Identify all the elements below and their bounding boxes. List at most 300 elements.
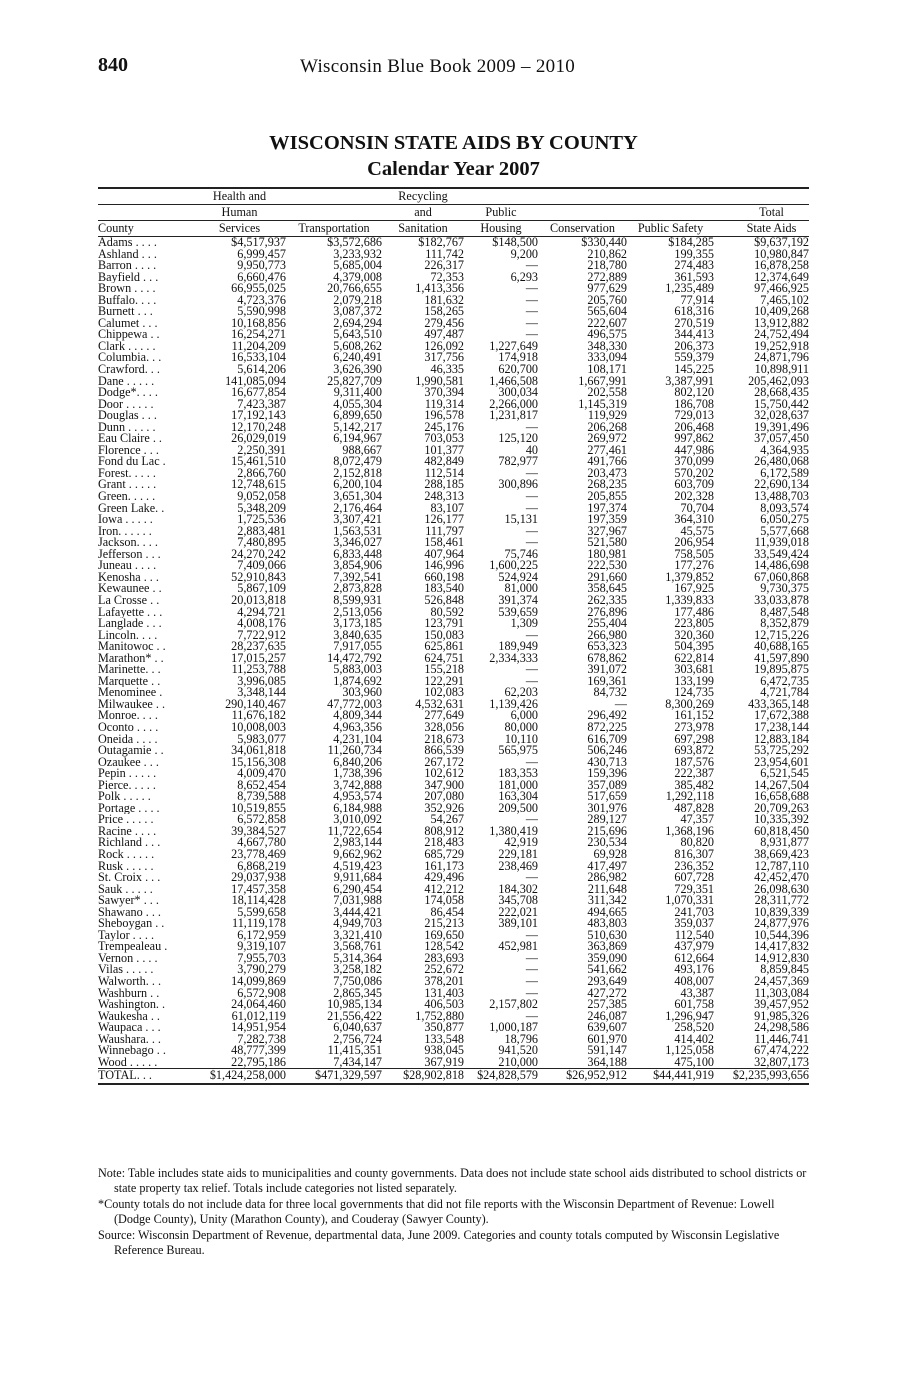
table-row (98, 849, 809, 861)
cell-conservation: 84,732 (593, 687, 627, 699)
cell-housing: 565,975 (498, 745, 538, 757)
cell-county: Trempealeau . (98, 941, 168, 953)
cell-safety: 603,709 (674, 479, 714, 492)
cell-recycling: 406,503 (424, 999, 464, 1011)
cell-transportation: $3,572,686 (327, 236, 382, 249)
cell-safety: 70,704 (680, 502, 714, 515)
cell-conservation: 521,580 (587, 537, 627, 549)
header-housing: Housing (464, 221, 538, 237)
cell-safety: 570,202 (674, 467, 714, 480)
cell-safety: 206,954 (674, 537, 714, 549)
cell-health: 23,778,469 (231, 848, 286, 861)
cell-transportation: 4,519,423 (333, 860, 382, 873)
cell-health: 5,867,109 (237, 583, 286, 595)
cell-safety: 493,176 (674, 964, 714, 976)
cell-housing: — (525, 664, 538, 676)
cell-safety: 112,540 (674, 929, 714, 942)
header-transportation: Transportation (286, 221, 382, 237)
cell-safety: 3,387,991 (665, 375, 714, 388)
cell-total: 28,668,435 (754, 387, 809, 399)
cell-housing: 1,231,817 (489, 410, 538, 422)
cell-housing: 300,896 (498, 479, 538, 492)
cell-total: 8,931,877 (760, 837, 809, 849)
cell-safety: 241,703 (674, 906, 714, 919)
cell-conservation: 276,896 (587, 606, 627, 619)
cell-housing: 1,600,225 (489, 560, 538, 572)
cell-transportation: 3,568,761 (333, 941, 382, 953)
total-label: TOTAL. . . (98, 1069, 193, 1082)
table-row (98, 964, 809, 976)
cell-recycling: 158,265 (424, 306, 464, 318)
table-row (98, 791, 809, 803)
cell-housing: — (525, 537, 538, 549)
cell-county: Calumet . . . (98, 317, 158, 330)
cell-conservation: 494,665 (587, 906, 627, 919)
page-number: 840 (98, 54, 128, 76)
cell-total: 28,311,772 (754, 895, 809, 907)
cell-transportation: 1,738,396 (333, 768, 382, 780)
cell-conservation: 357,089 (587, 779, 627, 792)
cell-transportation: 2,513,056 (333, 606, 382, 619)
cell-transportation: 3,307,421 (333, 514, 382, 526)
cell-total: 4,721,784 (760, 687, 809, 699)
cell-county: Chippewa . . (98, 329, 160, 341)
cell-health: 5,599,658 (237, 906, 286, 919)
table-row (98, 537, 809, 549)
cell-conservation: 69,928 (593, 848, 627, 861)
table-row (98, 930, 809, 942)
cell-health: 4,667,780 (237, 837, 286, 849)
cell-housing: — (525, 317, 538, 330)
cell-health: 15,461,510 (231, 456, 286, 468)
cell-total: 15,750,442 (754, 398, 809, 411)
cell-total: 12,715,226 (754, 629, 809, 642)
cell-total: 11,303,084 (754, 987, 809, 1000)
cell-safety: 206,468 (674, 421, 714, 434)
cell-transportation: 4,953,574 (333, 791, 382, 803)
header-conservation-1 (538, 188, 627, 205)
cell-transportation: 4,963,356 (333, 721, 382, 734)
cell-county: Monroe. . . . (98, 710, 158, 722)
cell-transportation: 6,840,206 (333, 756, 382, 769)
cell-recycling: 866,539 (424, 745, 464, 757)
cell-safety: 612,664 (674, 952, 714, 965)
cell-conservation: 517,659 (587, 791, 627, 803)
cell-safety: 80,820 (680, 837, 714, 849)
cell-safety: 47,357 (680, 814, 714, 826)
cell-housing: 183,353 (498, 768, 538, 780)
cell-recycling: 101,377 (424, 444, 464, 457)
cell-total: 40,688,165 (754, 641, 809, 653)
cell-county: Winnebago . . (98, 1045, 166, 1057)
cell-conservation: 211,648 (587, 883, 627, 896)
cell-health: 14,951,954 (231, 1022, 286, 1034)
cell-recycling: 685,729 (424, 848, 464, 861)
cell-recycling: 352,926 (424, 802, 464, 815)
cell-health: 4,009,470 (237, 768, 286, 780)
cell-county: Sheboygan . . (98, 918, 165, 930)
cell-housing: — (525, 929, 538, 942)
cell-county: Juneau . . . . (98, 560, 157, 572)
cell-safety: 364,310 (674, 514, 714, 526)
cell-total: 14,417,832 (754, 941, 809, 953)
cell-conservation: 348,330 (587, 340, 627, 353)
cell-recycling: 181,632 (424, 294, 464, 307)
cell-county: Fond du Lac . (98, 456, 166, 468)
cell-total: 9,730,375 (760, 583, 809, 595)
table-row (98, 976, 809, 988)
cell-housing: 238,469 (498, 860, 538, 873)
cell-conservation: 218,780 (587, 260, 627, 272)
cell-transportation: 8,599,931 (333, 594, 382, 607)
cell-recycling: 277,649 (424, 710, 464, 722)
cell-health: 17,015,257 (231, 652, 286, 665)
cell-recycling: 283,693 (424, 952, 464, 965)
cell-health: 18,114,428 (231, 895, 286, 907)
header-county-2 (98, 205, 193, 221)
cell-transportation: 3,346,027 (333, 537, 382, 549)
cell-total: 6,172,589 (760, 467, 809, 480)
cell-health: 26,029,019 (231, 433, 286, 445)
cell-total: 91,985,326 (754, 1010, 809, 1023)
cell-total: 67,060,868 (754, 571, 809, 584)
cell-housing: — (525, 306, 538, 318)
cell-safety: 504,395 (674, 641, 714, 653)
table-row (98, 249, 809, 261)
cell-recycling: 174,058 (424, 895, 464, 907)
cell-recycling: 703,053 (424, 433, 464, 445)
cell-safety: 447,986 (674, 444, 714, 457)
cell-safety: 816,307 (674, 848, 714, 861)
table-row (98, 607, 809, 619)
table-title: WISCONSIN STATE AIDS BY COUNTY (269, 132, 638, 154)
cell-health: 7,722,912 (237, 629, 286, 642)
header-housing-2: Public (464, 205, 538, 221)
header-total-2: Total (714, 205, 809, 221)
cell-housing: 174,918 (498, 352, 538, 365)
cell-health: 2,250,391 (237, 444, 286, 457)
cell-county: Rusk . . . . . (98, 860, 154, 873)
cell-county: Waukesha . . (98, 1010, 160, 1023)
cell-conservation: 255,404 (587, 618, 627, 630)
cell-housing: 1,380,419 (489, 825, 538, 838)
cell-county: Polk . . . . . (98, 791, 151, 803)
cell-conservation: 202,558 (587, 387, 627, 399)
table-row (98, 630, 809, 642)
cell-transportation: 3,444,421 (333, 906, 382, 919)
cell-transportation: 6,184,988 (333, 802, 382, 815)
cell-housing: 452,981 (498, 941, 538, 953)
cell-conservation: 491,766 (587, 456, 627, 468)
cell-housing: 6,293 (510, 271, 538, 284)
cell-transportation: 11,415,351 (327, 1045, 382, 1057)
table-row (98, 376, 809, 388)
cell-recycling: 86,454 (430, 906, 464, 919)
cell-recycling: 111,797 (425, 525, 464, 538)
cell-county: Kewaunee . . (98, 583, 162, 595)
cell-county: Bayfield . . . (98, 271, 159, 284)
cell-health: 4,723,376 (237, 294, 286, 307)
cell-transportation: 10,985,134 (327, 999, 382, 1011)
cell-recycling: 317,756 (424, 352, 464, 365)
cell-conservation: 430,713 (587, 756, 627, 769)
cell-health: 17,192,143 (231, 410, 286, 422)
cell-housing: 9,200 (510, 248, 538, 261)
cell-transportation: 5,142,217 (333, 421, 382, 434)
cell-total: 6,050,275 (760, 514, 809, 526)
cell-housing: 941,520 (498, 1045, 538, 1057)
cell-health: 3,348,144 (237, 687, 286, 699)
table-row (98, 422, 809, 434)
cell-recycling: 161,173 (424, 860, 464, 873)
cell-total: 13,488,703 (754, 491, 809, 503)
cell-total: 11,446,741 (754, 1033, 809, 1046)
cell-safety: 1,235,489 (665, 283, 714, 295)
cell-total: 14,486,698 (754, 560, 809, 572)
cell-county: Washington. . (98, 999, 166, 1011)
cell-total: 32,807,173 (754, 1056, 809, 1069)
table-footer-rule (98, 1082, 809, 1084)
cell-county: Adams . . . . (98, 236, 157, 249)
cell-county: Sawyer* . . . (98, 895, 159, 907)
cell-total: 10,409,268 (754, 306, 809, 318)
cell-conservation: 246,087 (587, 1010, 627, 1023)
cell-total: 37,057,450 (754, 433, 809, 445)
cell-conservation: 616,709 (587, 733, 627, 746)
cell-housing: 2,334,333 (489, 652, 538, 665)
cell-total: 22,690,134 (754, 479, 809, 492)
cell-recycling: 4,532,631 (415, 698, 464, 711)
cell-housing: 62,203 (504, 687, 538, 699)
cell-conservation: 601,970 (587, 1033, 627, 1046)
table-row (98, 803, 809, 815)
table-row (98, 329, 809, 341)
cell-total: 67,474,222 (754, 1045, 809, 1057)
header-health-2: Human (193, 205, 286, 221)
cell-health: 9,319,107 (237, 941, 286, 953)
table-row (98, 237, 809, 249)
cell-conservation: 678,862 (587, 652, 627, 665)
cell-conservation: 359,090 (587, 952, 627, 965)
cell-safety: 77,914 (680, 294, 714, 307)
cell-total: 39,457,952 (754, 999, 809, 1011)
cell-county: Vernon . . . . (98, 952, 158, 965)
cell-housing: 181,000 (498, 779, 538, 792)
cell-conservation: 197,359 (587, 514, 627, 526)
cell-health: 16,677,854 (231, 387, 286, 399)
cell-safety: 222,387 (674, 768, 714, 780)
cell-transportation: 1,874,692 (333, 675, 382, 688)
cell-county: Iowa . . . . . (98, 514, 153, 526)
cell-housing: — (525, 421, 538, 434)
cell-safety: 1,292,118 (665, 791, 714, 803)
cell-transportation: 9,662,962 (333, 848, 382, 861)
cell-transportation: 6,194,967 (333, 433, 382, 445)
table-row (98, 387, 809, 399)
cell-health: 52,910,843 (231, 571, 286, 584)
cell-conservation: 210,862 (587, 248, 627, 261)
cell-recycling: 131,403 (424, 987, 464, 1000)
cell-safety: 206,373 (674, 340, 714, 353)
table-row (98, 468, 809, 480)
cell-recycling: 102,612 (424, 768, 464, 780)
table-row (98, 1011, 809, 1023)
table-row (98, 1057, 809, 1069)
table-row (98, 653, 809, 665)
cell-conservation: 286,982 (587, 872, 627, 884)
cell-health: 7,409,066 (237, 560, 286, 572)
cell-conservation: 591,147 (587, 1045, 627, 1057)
cell-housing: — (525, 283, 538, 295)
cell-health: 6,572,908 (237, 987, 286, 1000)
cell-conservation: 1,667,991 (578, 375, 627, 388)
cell-conservation: 506,246 (587, 745, 627, 757)
cell-transportation: 3,854,906 (333, 560, 382, 572)
cell-county: Outagamie . . (98, 745, 164, 757)
cell-transportation: 8,072,479 (333, 456, 382, 468)
table-row (98, 1045, 809, 1057)
cell-total: 24,871,796 (754, 352, 809, 365)
cell-housing: — (525, 260, 538, 272)
cell-conservation: 268,235 (587, 479, 627, 492)
cell-transportation: 2,694,294 (333, 317, 382, 330)
cell-transportation: 3,173,185 (333, 618, 382, 630)
cell-housing: — (525, 987, 538, 1000)
cell-county: Vilas . . . . . (98, 964, 154, 976)
table-row (98, 456, 809, 468)
cell-county: Waushara. . . (98, 1033, 161, 1046)
header-health-1: Health and (193, 188, 286, 205)
cell-total: 19,391,496 (754, 421, 809, 434)
cell-safety: 43,387 (680, 987, 714, 1000)
cell-total: 19,895,875 (754, 664, 809, 676)
cell-total: 12,374,649 (754, 271, 809, 284)
table-row (98, 722, 809, 734)
cell-health: 24,064,460 (231, 999, 286, 1011)
cell-recycling: 938,045 (424, 1045, 464, 1057)
header-housing-1 (464, 188, 538, 205)
cell-safety: 133,199 (674, 675, 714, 688)
cell-recycling: 218,483 (424, 837, 464, 849)
cell-county: Green Lake. . (98, 502, 165, 515)
cell-transportation: 7,750,086 (333, 976, 382, 988)
table-row (98, 572, 809, 584)
cell-safety: 236,352 (674, 860, 714, 873)
cell-safety: 177,276 (674, 560, 714, 572)
cell-transportation: 6,200,104 (333, 479, 382, 492)
cell-transportation: 3,742,888 (333, 779, 382, 792)
cell-health: 5,983,077 (237, 733, 286, 746)
cell-total: 8,487,548 (760, 606, 809, 619)
cell-transportation: 6,040,637 (333, 1022, 382, 1034)
table-row (98, 664, 809, 676)
cell-recycling: 102,083 (424, 687, 464, 699)
table-body (98, 237, 809, 1082)
cell-county: Kenosha . . . (98, 571, 159, 584)
cell-conservation: 159,396 (587, 768, 627, 780)
cell-safety: 802,120 (674, 387, 714, 399)
cell-county: Marathon* . . (98, 652, 164, 665)
cell-health: 66,955,025 (231, 283, 286, 295)
cell-conservation: 169,361 (587, 675, 627, 688)
cell-health: 9,052,058 (237, 491, 286, 503)
cell-recycling: 83,107 (430, 502, 464, 515)
cell-county: Walworth. . . (98, 976, 161, 988)
cell-housing: — (525, 1010, 538, 1023)
cell-recycling: 126,092 (424, 340, 464, 353)
cell-transportation: 3,626,390 (333, 364, 382, 376)
table-subtitle: Calendar Year 2007 (367, 158, 540, 180)
cell-safety: 274,483 (674, 260, 714, 272)
cell-safety: 1,339,833 (665, 594, 714, 607)
header-county-1 (98, 188, 193, 205)
header-safety-2 (627, 205, 714, 221)
cell-safety: 270,519 (674, 317, 714, 330)
cell-safety: 177,486 (674, 606, 714, 619)
table-row (98, 318, 809, 330)
cell-housing: — (525, 976, 538, 988)
cell-health: 11,204,209 (231, 340, 286, 353)
cell-conservation: 257,385 (587, 999, 627, 1011)
table-row (98, 433, 809, 445)
header-recycling-2: and (382, 205, 464, 221)
cell-recycling: 1,990,581 (415, 375, 464, 388)
cell-county: Waupaca . . . (98, 1022, 161, 1034)
table-row (98, 941, 809, 953)
cell-housing: 391,374 (498, 594, 538, 607)
cell-housing: — (525, 952, 538, 965)
total-health: $1,424,258,000 (193, 1069, 286, 1082)
cell-total: 26,480,068 (754, 456, 809, 468)
cell-housing: — (525, 629, 538, 642)
cell-recycling: 226,317 (424, 260, 464, 272)
cell-safety: 187,576 (674, 756, 714, 769)
cell-housing: 1,227,649 (489, 340, 538, 353)
cell-transportation: 20,766,655 (327, 283, 382, 295)
cell-county: Oconto . . . . (98, 721, 159, 734)
cell-health: 7,955,703 (237, 952, 286, 965)
cell-county: Pierce. . . . . (98, 779, 156, 792)
cell-recycling: 347,900 (424, 779, 464, 792)
cell-county: Crawford. . . (98, 364, 160, 376)
cell-recycling: 215,213 (424, 918, 464, 930)
total-state-aids: $2,235,993,656 (714, 1069, 809, 1082)
cell-total: 12,787,110 (754, 860, 809, 873)
cell-recycling: 660,198 (424, 571, 464, 584)
state-aids-table (98, 187, 809, 1085)
cell-recycling: 350,877 (424, 1022, 464, 1034)
table-row (98, 687, 809, 699)
table-row (98, 814, 809, 826)
cell-total: 10,335,392 (754, 814, 809, 826)
cell-conservation: 333,094 (587, 352, 627, 365)
cell-housing: 18,796 (504, 1033, 538, 1046)
cell-conservation: 108,171 (587, 364, 627, 376)
cell-safety: 45,575 (680, 525, 714, 538)
cell-conservation: 427,272 (587, 987, 627, 1000)
cell-health: 6,660,476 (237, 271, 286, 284)
cell-conservation: 206,268 (587, 421, 627, 434)
cell-county: Jefferson . . . (98, 548, 161, 561)
table-row (98, 734, 809, 746)
cell-housing: — (525, 814, 538, 826)
cell-housing: 184,302 (498, 883, 538, 896)
cell-recycling: 155,218 (424, 664, 464, 676)
cell-total: 6,521,545 (760, 768, 809, 780)
table-row (98, 560, 809, 572)
cell-recycling: 267,172 (424, 756, 464, 769)
cell-transportation: 5,685,004 (333, 260, 382, 272)
